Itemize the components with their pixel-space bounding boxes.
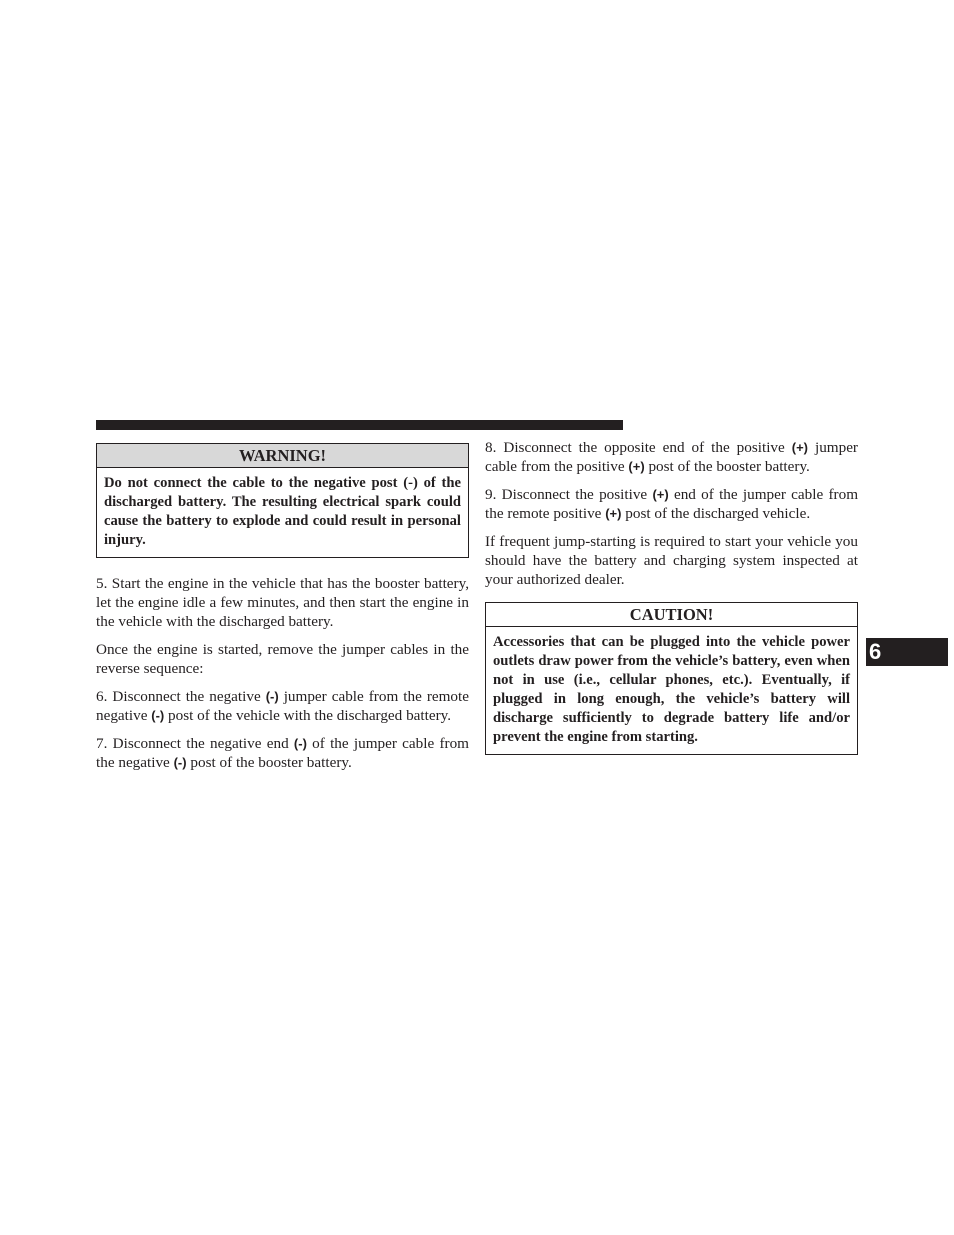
step-5: 5. Start the engine in the vehicle that has the booster battery, let the engine idle a few minutes, and then start the engine in the vehicle with the discharged battery. — [96, 575, 469, 630]
caution-title: CAUTION! — [486, 603, 857, 627]
reverse-sequence-intro: Once the engine is started, remove the jumper cables in the reverse sequence: — [96, 641, 469, 677]
step-6 — [96, 687, 469, 725]
caution-box — [485, 602, 858, 755]
negative-symbol: (-) — [173, 755, 187, 770]
negative-symbol: (-) — [293, 736, 307, 751]
warning-box — [96, 443, 469, 558]
step-6-text-a: 6. Disconnect the negative — [96, 688, 266, 705]
step-9-text-c: post of the discharged vehicle. — [621, 505, 811, 522]
positive-symbol: (+) — [628, 459, 645, 474]
left-column — [96, 443, 469, 772]
step-7-text-c: post of the booster battery. — [186, 754, 352, 771]
step-8-text-b: jumper cable from the positive — [485, 439, 858, 475]
step-8 — [485, 438, 858, 476]
negative-symbol: (-) — [265, 689, 279, 704]
chapter-tab: 6 — [866, 638, 948, 666]
step-9 — [485, 485, 858, 523]
positive-symbol: (+) — [605, 506, 622, 521]
step-8-text-c: post of the booster battery. — [644, 458, 810, 475]
warning-text: Do not connect the cable to the negative post (-) of the discharged battery. The resulting electrical spark could cause the battery to explode and could result in personal injury. — [104, 475, 461, 548]
positive-symbol: (+) — [652, 487, 669, 502]
step-7-text-b: of the jumper cable from the negative — [96, 735, 469, 771]
step-8-text-a: 8. Disconnect the opposite end of the positive — [485, 439, 792, 456]
negative-symbol: (-) — [151, 708, 165, 723]
section-rule — [96, 420, 623, 430]
step-9-text-a: 9. Disconnect the positive — [485, 486, 653, 503]
step-6-text-b: jumper cable from the remote negative — [96, 688, 469, 724]
right-column — [485, 438, 858, 755]
step-7 — [96, 734, 469, 772]
step-6-text-c: post of the vehicle with the discharged battery. — [164, 707, 452, 724]
positive-symbol: (+) — [791, 440, 808, 455]
step-7-text-a: 7. Disconnect the negative end — [96, 735, 294, 752]
step-9-text-b: end of the jumper cable from the remote positive — [485, 486, 859, 522]
frequent-jump-start-note: If frequent jump-starting is required to start your vehicle you should have the battery and charging system inspected at your authorized dealer. — [485, 533, 858, 588]
warning-title: WARNING! — [97, 444, 468, 468]
caution-text: Accessories that can be plugged into the vehicle power outlets draw power from the vehicle’s battery, even when not in use (i.e., cellular phones, etc.). Eventually, if plugged in long enough, the vehicle’s battery will discharge sufficiently to degrade battery life and/or prevent the engine from starting. — [493, 634, 850, 745]
